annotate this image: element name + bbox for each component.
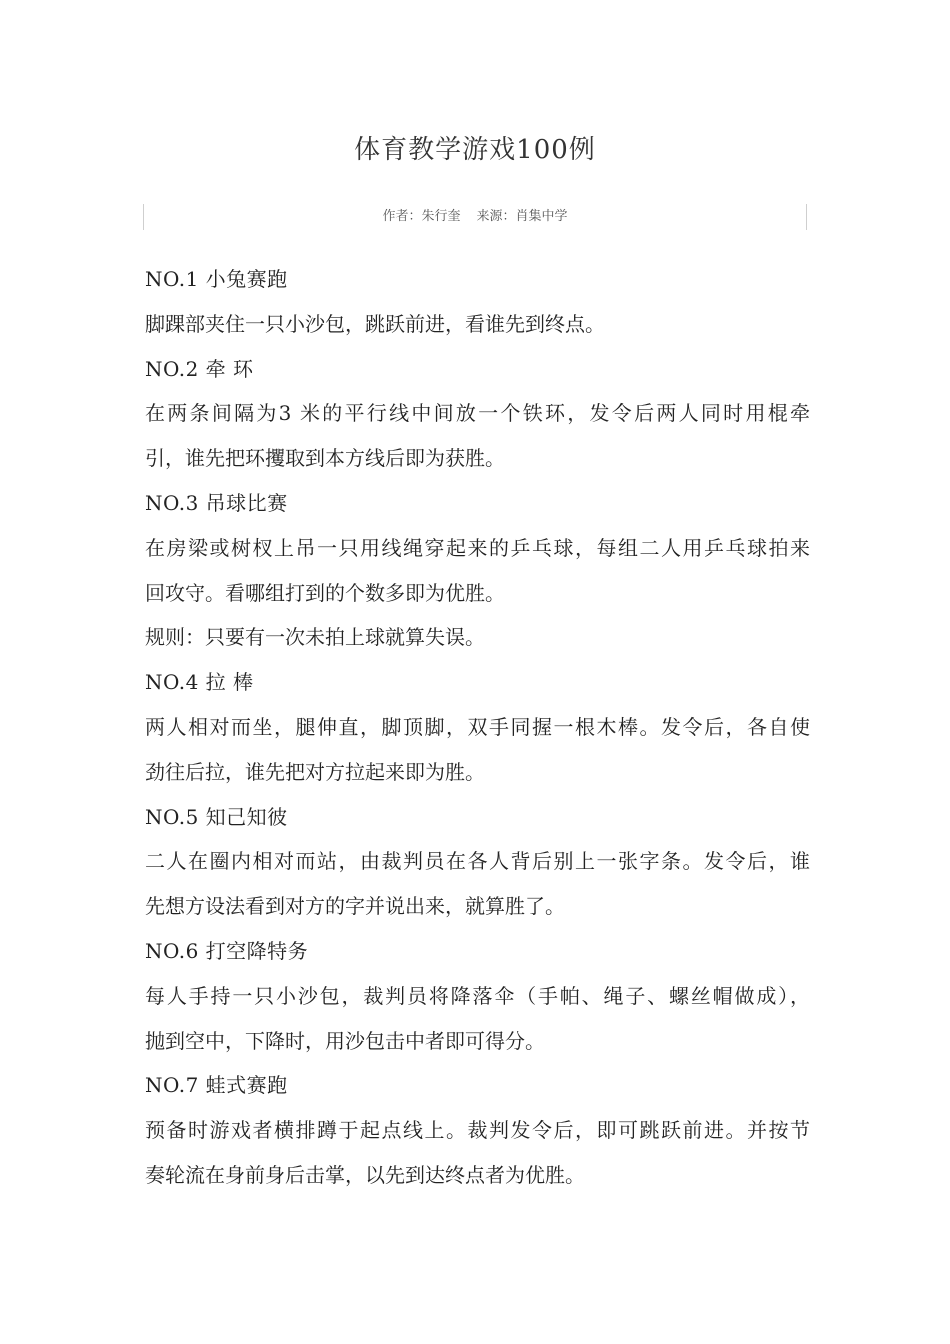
paragraph-line: 引，谁先把环攫取到本方线后即为获胜。 — [145, 446, 505, 471]
section-heading-7: NO.7 蛙式赛跑 — [145, 1073, 288, 1098]
rule-line: 规则：只要有一次未拍上球就算失误。 — [145, 625, 485, 650]
section-heading-6: NO.6 打空降特务 — [145, 938, 309, 963]
paragraph-line: 脚踝部夹住一只小沙包，跳跃前进，看谁先到终点。 — [145, 311, 605, 336]
author-source-bar — [143, 204, 807, 230]
paragraph-line: 两人相对而坐，腿伸直，脚顶脚，双手同握一根木棒。发令后，各自使 — [145, 714, 810, 739]
section-heading-2: NO.2 牵 环 — [145, 356, 254, 381]
paragraph-line: 抛到空中，下降时，用沙包击中者即可得分。 — [145, 1028, 545, 1053]
source-label: 来源：肖集中学 — [476, 209, 568, 224]
section-heading-3: NO.3 吊球比赛 — [145, 490, 288, 515]
section-heading-1: NO.1 小兔赛跑 — [145, 267, 288, 291]
section-heading-5: NO.5 知己知彼 — [145, 804, 288, 829]
paragraph-line: 奏轮流在身前身后击掌，以先到达终点者为优胜。 — [145, 1162, 585, 1187]
paragraph-line: 回攻守。看哪组打到的个数多即为优胜。 — [145, 580, 505, 605]
paragraph-line: 二人在圈内相对而站，由裁判员在各人背后别上一张字条。发令后，谁 — [145, 849, 810, 874]
document-title: 体育教学游戏100例 — [354, 135, 596, 165]
paragraph-line: 先想方设法看到对方的字并说出来，就算胜了。 — [145, 894, 565, 919]
paragraph-line: 在两条间隔为3 米的平行线中间放一个铁环，发令后两人同时用棍牵 — [145, 401, 810, 426]
document-body — [145, 257, 810, 1198]
paragraph-line: 在房梁或树杈上吊一只用线绳穿起来的乒乓球，每组二人用乒乓球拍来 — [145, 535, 810, 560]
author-label: 作者：朱行奎 — [382, 209, 461, 224]
paragraph-line: 每人手持一只小沙包，裁判员将降落伞（手帕、绳子、螺丝帽做成）， — [145, 983, 810, 1008]
section-heading-4: NO.4 拉 棒 — [145, 670, 254, 695]
paragraph-line: 劲往后拉，谁先把对方拉起来即为胜。 — [145, 759, 485, 784]
paragraph-line: 预备时游戏者横排蹲于起点线上。裁判发令后，即可跳跃前进。并按节 — [145, 1118, 810, 1143]
